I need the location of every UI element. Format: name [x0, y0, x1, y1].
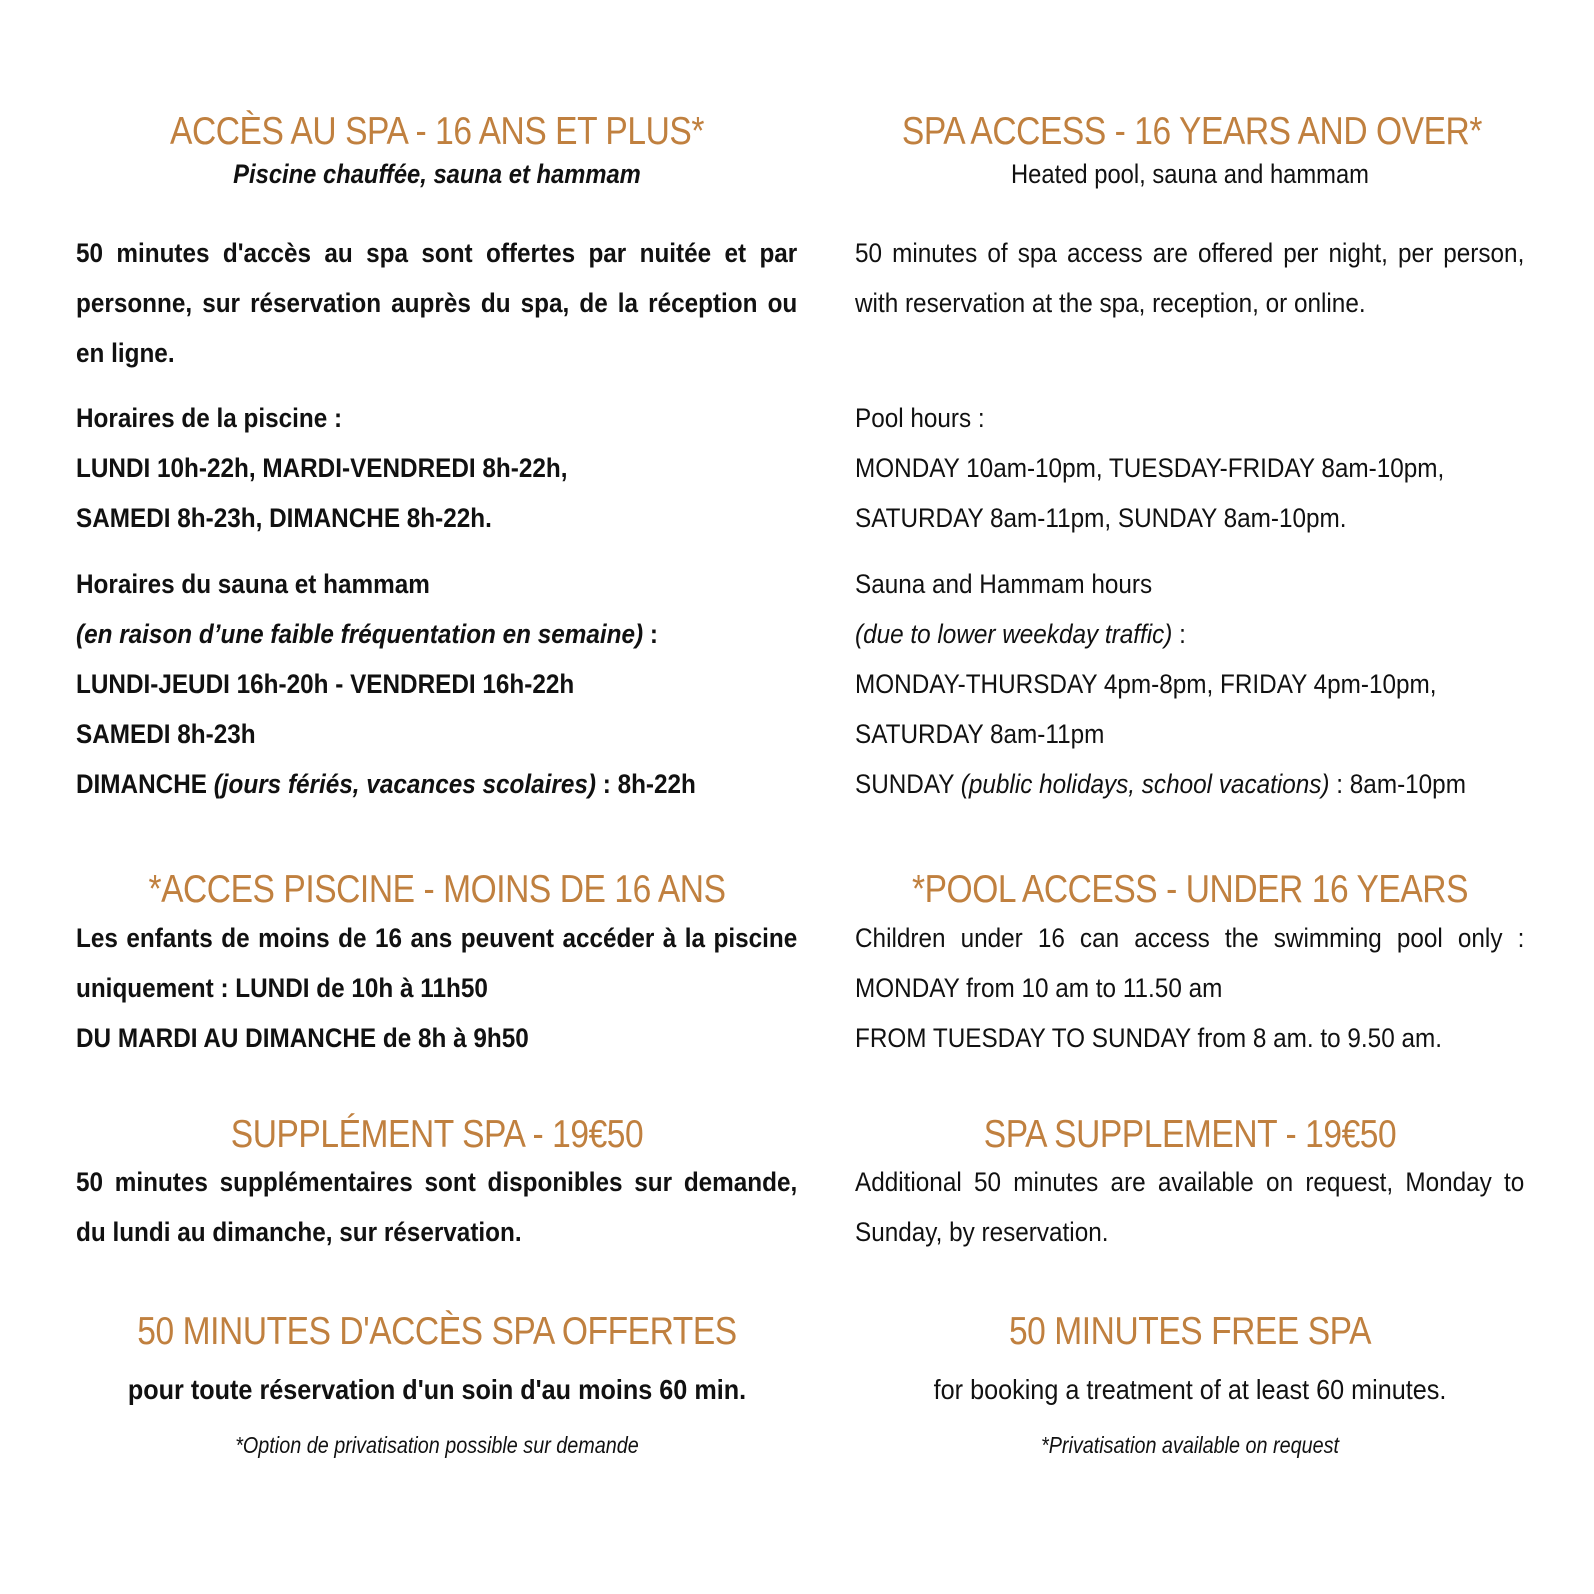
privatisation-note: *Privatisation available on request	[1041, 1432, 1339, 1458]
pool-access-paragraph: Children under 16 can access the swimming pool only : MONDAY from 10 am to 11.50 am	[855, 923, 1525, 1003]
sauna-hours-line	[855, 759, 1466, 809]
intro-text: 50 minutes d'accès au spa sont offertes par nuitée et par personne, sur réservation auprès du spa, de la réception ou en ligne.	[76, 238, 798, 368]
section-title: 50 MINUTES FREE SPA	[1008, 1310, 1372, 1353]
section-title: *POOL ACCESS - UNDER 16 YEARS	[911, 868, 1469, 911]
sunday-hours: : 8am-10pm	[1329, 769, 1466, 799]
sauna-hours-note	[76, 609, 726, 659]
sauna-hours-line	[76, 759, 726, 809]
section-title: ACCÈS AU SPA - 16 ANS ET PLUS*	[170, 110, 704, 153]
pool-hours	[855, 393, 1525, 543]
supplement-text	[76, 1157, 798, 1257]
pool-hours-line: SAMEDI 8h-23h, DIMANCHE 8h-22h.	[76, 503, 492, 533]
pool-hours-line: MONDAY 10am-10pm, TUESDAY-FRIDAY 8am-10pm,	[855, 453, 1445, 483]
free-spa-text	[855, 1370, 1525, 1410]
section-subtitle: Heated pool, sauna and hammam	[1011, 159, 1369, 189]
sunday-hours: : 8h-22h	[595, 769, 696, 799]
free-spa-text	[76, 1370, 798, 1410]
spa-access-section	[855, 108, 1525, 192]
sauna-hours-line: SATURDAY 8am-11pm	[855, 719, 1105, 749]
pool-access-line: FROM TUESDAY TO SUNDAY from 8 am. to 9.50 am.	[855, 1023, 1442, 1053]
supplement-paragraph: 50 minutes supplémentaires sont disponibles sur demande, du lundi au dimanche, sur réservation.	[76, 1167, 798, 1247]
sauna-hours-line: SAMEDI 8h-23h	[76, 719, 256, 749]
sunday-prefix: SUNDAY	[855, 769, 961, 799]
privatisation-note: *Option de privatisation possible sur demande	[235, 1432, 639, 1458]
pool-hours-line: LUNDI 10h-22h, MARDI-VENDREDI 8h-22h,	[76, 453, 568, 483]
pool-access-text	[855, 913, 1525, 1063]
sauna-hours-line: MONDAY-THURSDAY 4pm-8pm, FRIDAY 4pm-10pm,	[855, 669, 1437, 699]
free-spa-section	[76, 1308, 798, 1356]
pool-hours-line: SATURDAY 8am-11pm, SUNDAY 8am-10pm.	[855, 503, 1347, 533]
section-subtitle: Piscine chauffée, sauna et hammam	[233, 159, 641, 189]
pool-access-section	[76, 866, 798, 914]
free-spa-line: for booking a treatment of at least 60 minutes.	[933, 1374, 1447, 1405]
spa-access-intro	[76, 228, 798, 378]
pool-hours	[76, 393, 798, 543]
sunday-prefix: DIMANCHE	[76, 769, 214, 799]
section-title: SPA SUPPLEMENT - 19€50	[983, 1113, 1397, 1156]
sauna-hours-label: Horaires du sauna et hammam	[76, 569, 430, 599]
sauna-note-suffix: :	[643, 619, 658, 649]
sunday-note: (jours fériés, vacances scolaires)	[213, 769, 596, 799]
intro-text: 50 minutes of spa access are offered per night, per person, with reservation at the spa, reception, or online.	[855, 238, 1525, 318]
pool-access-text	[76, 913, 798, 1063]
section-title: *ACCES PISCINE - MOINS DE 16 ANS	[148, 868, 726, 911]
section-title: 50 MINUTES D'ACCÈS SPA OFFERTES	[137, 1310, 737, 1353]
spa-access-section	[76, 108, 798, 192]
pool-access-line: DU MARDI AU DIMANCHE de 8h à 9h50	[76, 1023, 529, 1053]
sauna-hours-line: LUNDI-JEUDI 16h-20h - VENDREDI 16h-22h	[76, 669, 575, 699]
sauna-hours	[76, 559, 798, 809]
sunday-note: (public holidays, school vacations)	[960, 769, 1330, 799]
supplement-text	[855, 1157, 1525, 1257]
free-spa-section	[855, 1308, 1525, 1356]
sauna-hours-note	[855, 609, 1458, 659]
free-spa-note	[855, 1429, 1525, 1461]
supplement-section	[76, 1111, 798, 1159]
section-title: SPA ACCESS - 16 YEARS AND OVER*	[901, 110, 1482, 153]
sauna-hours	[855, 559, 1525, 809]
pool-access-section	[855, 866, 1525, 914]
free-spa-line: pour toute réservation d'un soin d'au moins 60 min.	[127, 1374, 747, 1405]
pool-access-paragraph: Les enfants de moins de 16 ans peuvent accéder à la piscine uniquement : LUNDI de 10h à 11h50	[76, 923, 798, 1003]
sauna-note-text: (en raison d’une faible fréquentation en semaine)	[76, 619, 644, 649]
supplement-paragraph: Additional 50 minutes are available on request, Monday to Sunday, by reservation.	[855, 1167, 1525, 1247]
supplement-section	[855, 1111, 1525, 1159]
section-title: SUPPLÉMENT SPA - 19€50	[230, 1113, 644, 1156]
pool-hours-label: Horaires de la piscine :	[76, 403, 343, 433]
free-spa-note	[76, 1429, 798, 1461]
sauna-note-suffix: :	[1172, 619, 1186, 649]
sauna-hours-label: Sauna and Hammam hours	[855, 569, 1153, 599]
pool-hours-label: Pool hours :	[855, 403, 985, 433]
sauna-note-text: (due to lower weekday traffic)	[855, 619, 1173, 649]
spa-access-intro	[855, 228, 1525, 328]
